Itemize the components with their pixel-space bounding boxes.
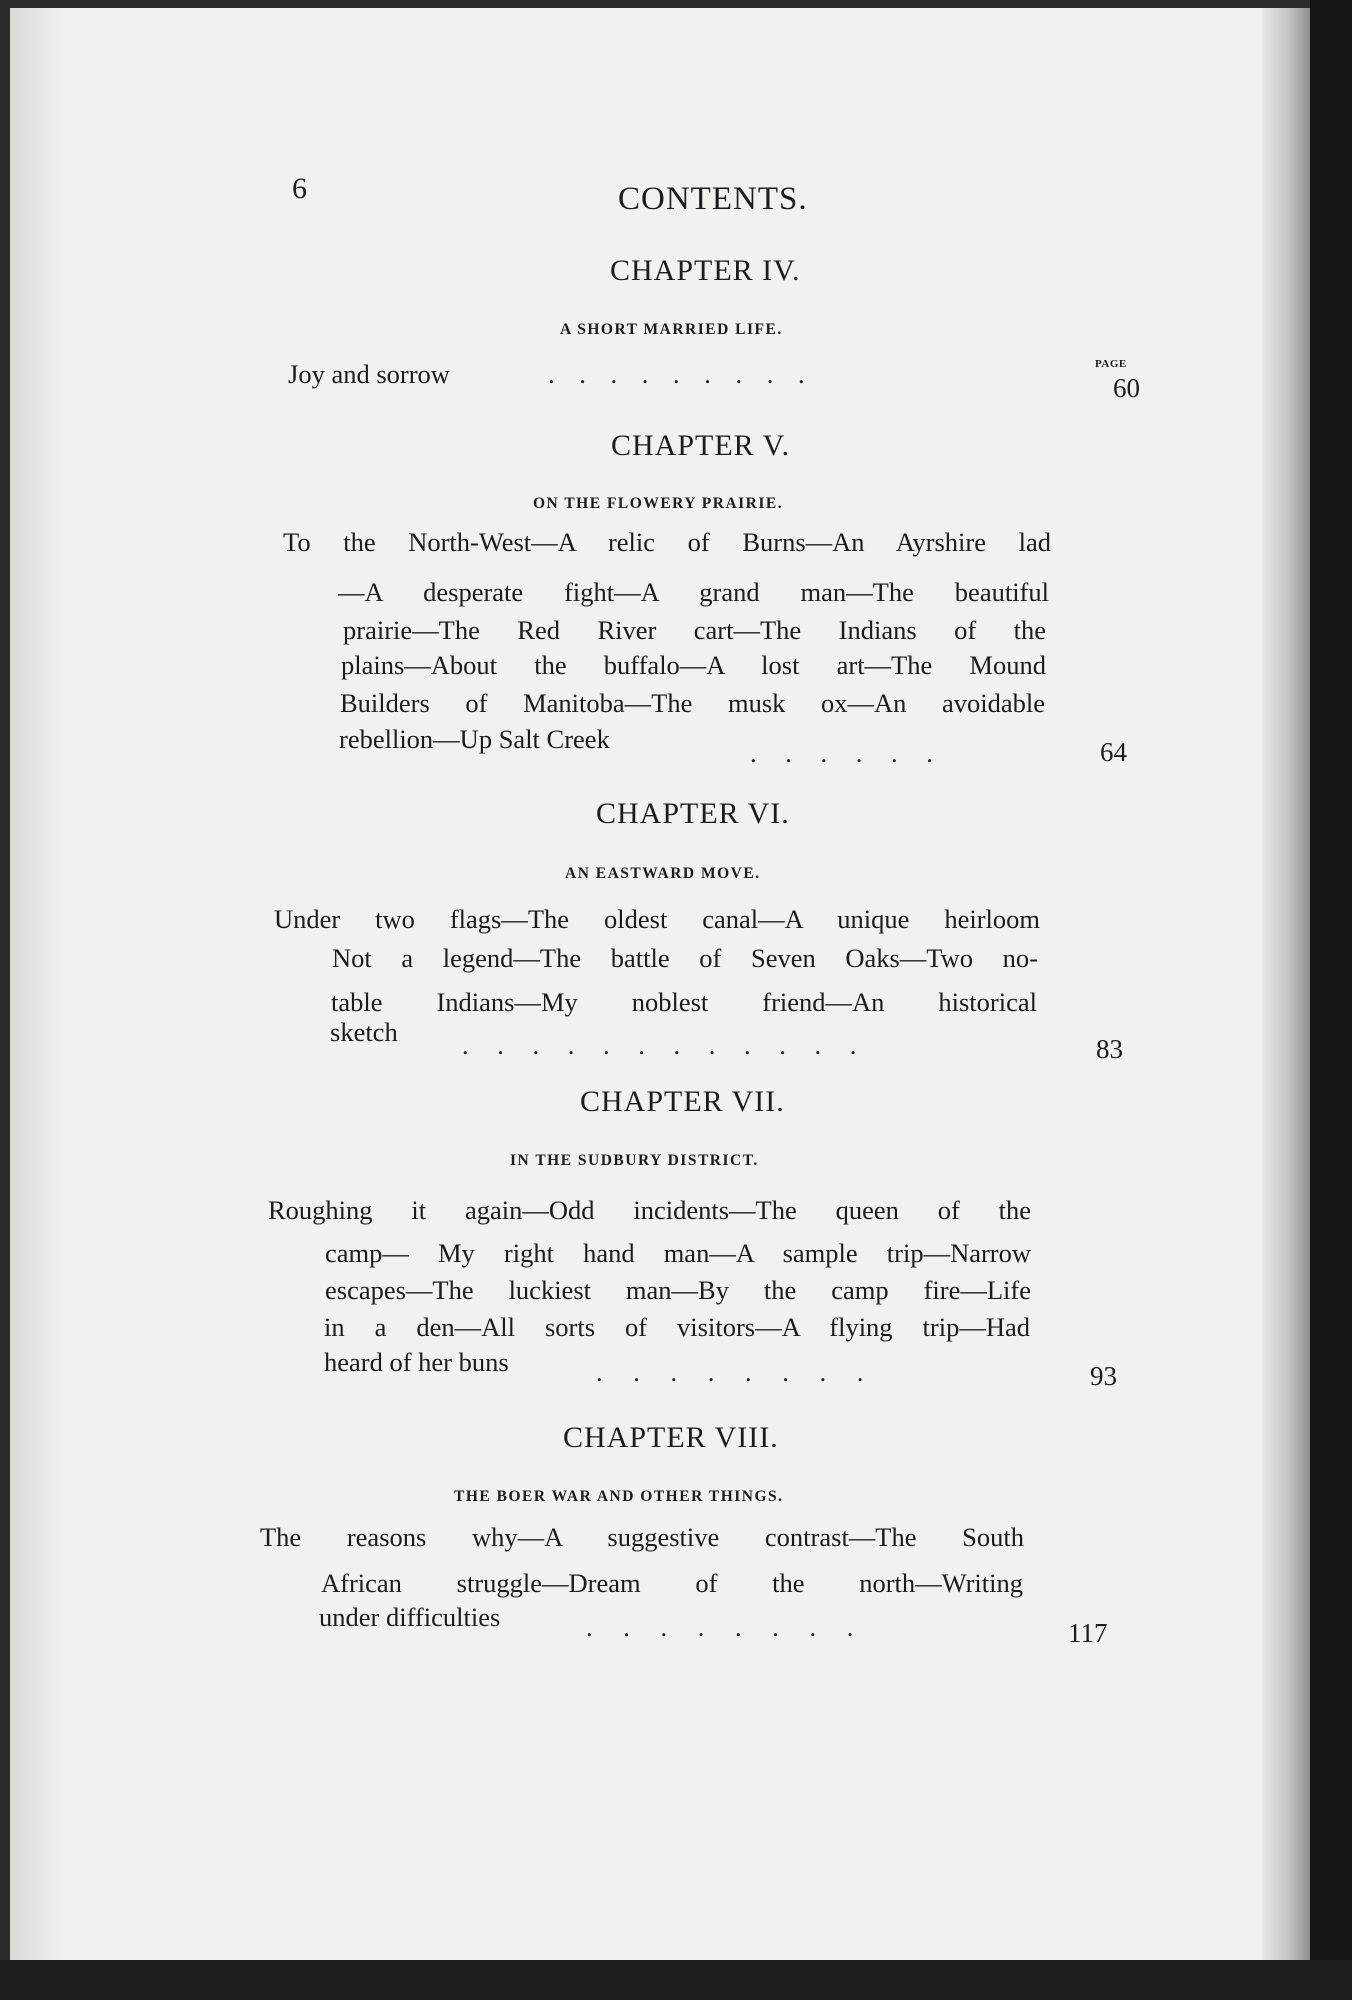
chapter-v-line-2: —A desperate fight—A grand man—The beautiful	[338, 577, 1049, 607]
chapter-vii-heading: CHAPTER VII.	[580, 1085, 785, 1118]
chapter-v-line-1: To the North-West—A relic of Burns—An Ayrshire lad	[283, 527, 1051, 557]
page-column-header: PAGE	[1095, 358, 1127, 370]
chapter-vi-page: 83	[1096, 1034, 1123, 1064]
chapter-v-subtitle: ON THE FLOWERY PRAIRIE.	[533, 495, 784, 512]
chapter-vii-line-3: escapes—The luckiest man—By the camp fire—Life	[325, 1275, 1031, 1305]
chapter-viii-subtitle: THE BOER WAR AND OTHER THINGS.	[454, 1488, 784, 1505]
chapter-v-page: 64	[1100, 737, 1127, 767]
chapter-viii-line-3: under difficulties	[319, 1602, 501, 1632]
chapter-vi-line-3: table Indians—My noblest friend—An historical	[331, 987, 1037, 1017]
chapter-v-line-5: Builders of Manitoba—The musk ox—An avoidable	[340, 688, 1045, 718]
chapter-vi-line-4: sketch	[330, 1017, 398, 1047]
chapter-v-leader-dots: . . . . . .	[750, 738, 933, 768]
chapter-vii-line-1: Roughing it again—Odd incidents—The queen of the	[268, 1195, 1031, 1225]
chapter-iv-subtitle: A SHORT MARRIED LIFE.	[560, 321, 783, 338]
chapter-v-line-6: rebellion—Up Salt Creek	[339, 724, 610, 754]
chapter-vii-line-2: camp— My right hand man—A sample trip—Narrow	[325, 1238, 1031, 1268]
chapter-vi-line-2: Not a legend—The battle of Seven Oaks—Two no-	[332, 943, 1038, 973]
chapter-iv-page: 60	[1113, 373, 1140, 403]
chapter-vii-subtitle: IN THE SUDBURY DISTRICT.	[510, 1152, 759, 1169]
chapter-viii-leader-dots: . . . . . . . .	[586, 1612, 854, 1642]
page-number: 6	[292, 172, 307, 205]
chapter-vii-line-5: heard of her buns	[324, 1347, 509, 1377]
chapter-viii-line-2: African struggle—Dream of the north—Writing	[321, 1568, 1023, 1598]
chapter-vii-page: 93	[1090, 1361, 1117, 1391]
chapter-vi-heading: CHAPTER VI.	[596, 797, 790, 830]
scan-background-bottom	[0, 1960, 1352, 2000]
page-gutter-shadow	[10, 8, 62, 1970]
chapter-viii-heading: CHAPTER VIII.	[563, 1421, 779, 1454]
chapter-viii-line-1: The reasons why—A suggestive contrast—The South	[260, 1522, 1024, 1552]
chapter-v-line-3: prairie—The Red River cart—The Indians of the	[343, 615, 1046, 645]
chapter-iv-line-1: Joy and sorrow	[288, 359, 450, 389]
contents-title: CONTENTS.	[618, 181, 808, 217]
chapter-vi-leader-dots: . . . . . . . . . . . .	[462, 1030, 857, 1060]
chapter-iv-heading: CHAPTER IV.	[610, 254, 801, 287]
chapter-vii-line-4: in a den—All sorts of visitors—A flying trip—Had	[324, 1312, 1030, 1342]
page-edge-shadow	[1262, 8, 1310, 1970]
chapter-v-heading: CHAPTER V.	[611, 429, 790, 462]
chapter-vi-line-1: Under two flags—The oldest canal—A unique heirloom	[274, 904, 1040, 934]
chapter-viii-page: 117	[1068, 1618, 1108, 1648]
chapter-iv-leader-dots: . . . . . . . . .	[548, 359, 805, 389]
chapter-vi-subtitle: AN EASTWARD MOVE.	[565, 865, 761, 882]
scan-background-right	[1310, 0, 1352, 2000]
chapter-v-line-4: plains—About the buffalo—A lost art—The Mound	[341, 650, 1046, 680]
chapter-vii-leader-dots: . . . . . . . .	[596, 1357, 864, 1387]
